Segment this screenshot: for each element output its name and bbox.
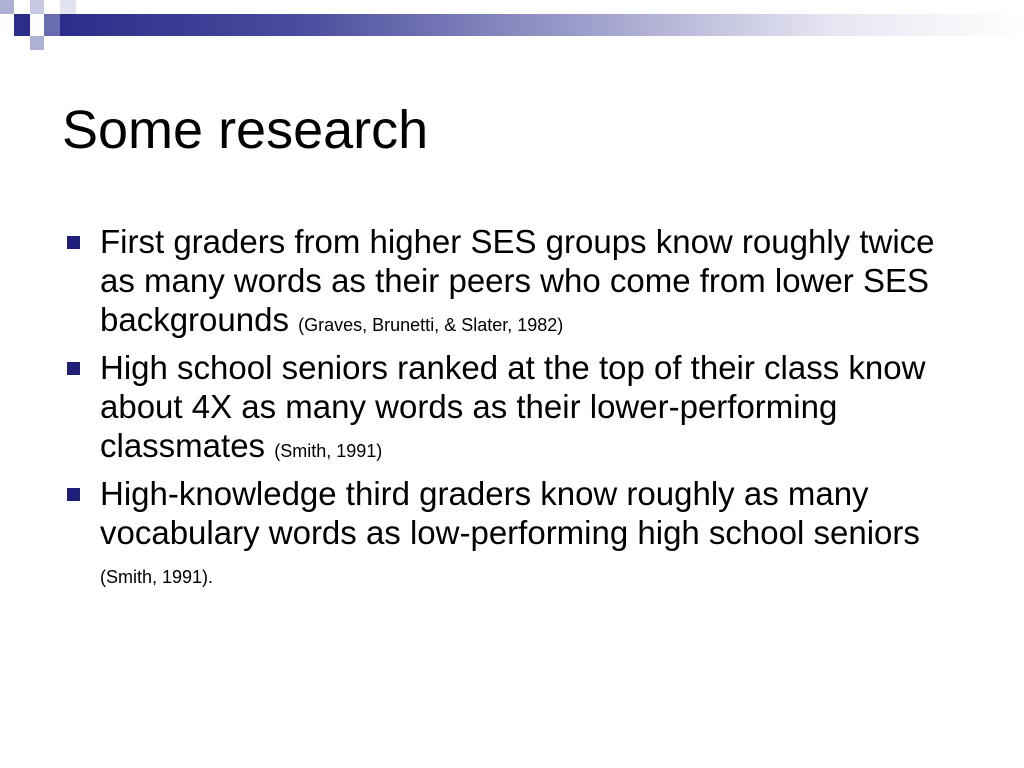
bullet-citation: (Smith, 1991) [274, 441, 383, 461]
square-bullet-icon [67, 362, 80, 375]
slide-title: Some research [62, 100, 429, 160]
bullet-list [62, 222, 962, 600]
square-bullet-icon [67, 488, 80, 501]
template-square-decoration [60, 0, 76, 14]
template-square-decoration [30, 0, 44, 14]
square-bullet-icon [67, 236, 80, 249]
bullet-item [62, 348, 962, 465]
bullet-citation: (Smith, 1991). [100, 567, 214, 587]
bullet-citation: (Graves, Brunetti, & Slater, 1982) [298, 315, 564, 335]
template-gradient-band [60, 14, 1024, 36]
bullet-text: High school seniors ranked at the top of their class know about 4X as many words as their lower-performing classmates [100, 349, 926, 464]
template-square-decoration [0, 0, 14, 14]
template-square-decoration [14, 14, 30, 36]
bullet-text: High-knowledge third graders know roughly as many vocabulary words as low-performing high school seniors [100, 475, 920, 551]
template-square-decoration [44, 14, 60, 36]
bullet-item [62, 222, 962, 339]
template-square-decoration [30, 36, 44, 50]
bullet-item [62, 474, 962, 591]
bullet-text: First graders from higher SES groups know roughly twice as many words as their peers who come from lower SES backgrounds [100, 223, 935, 338]
